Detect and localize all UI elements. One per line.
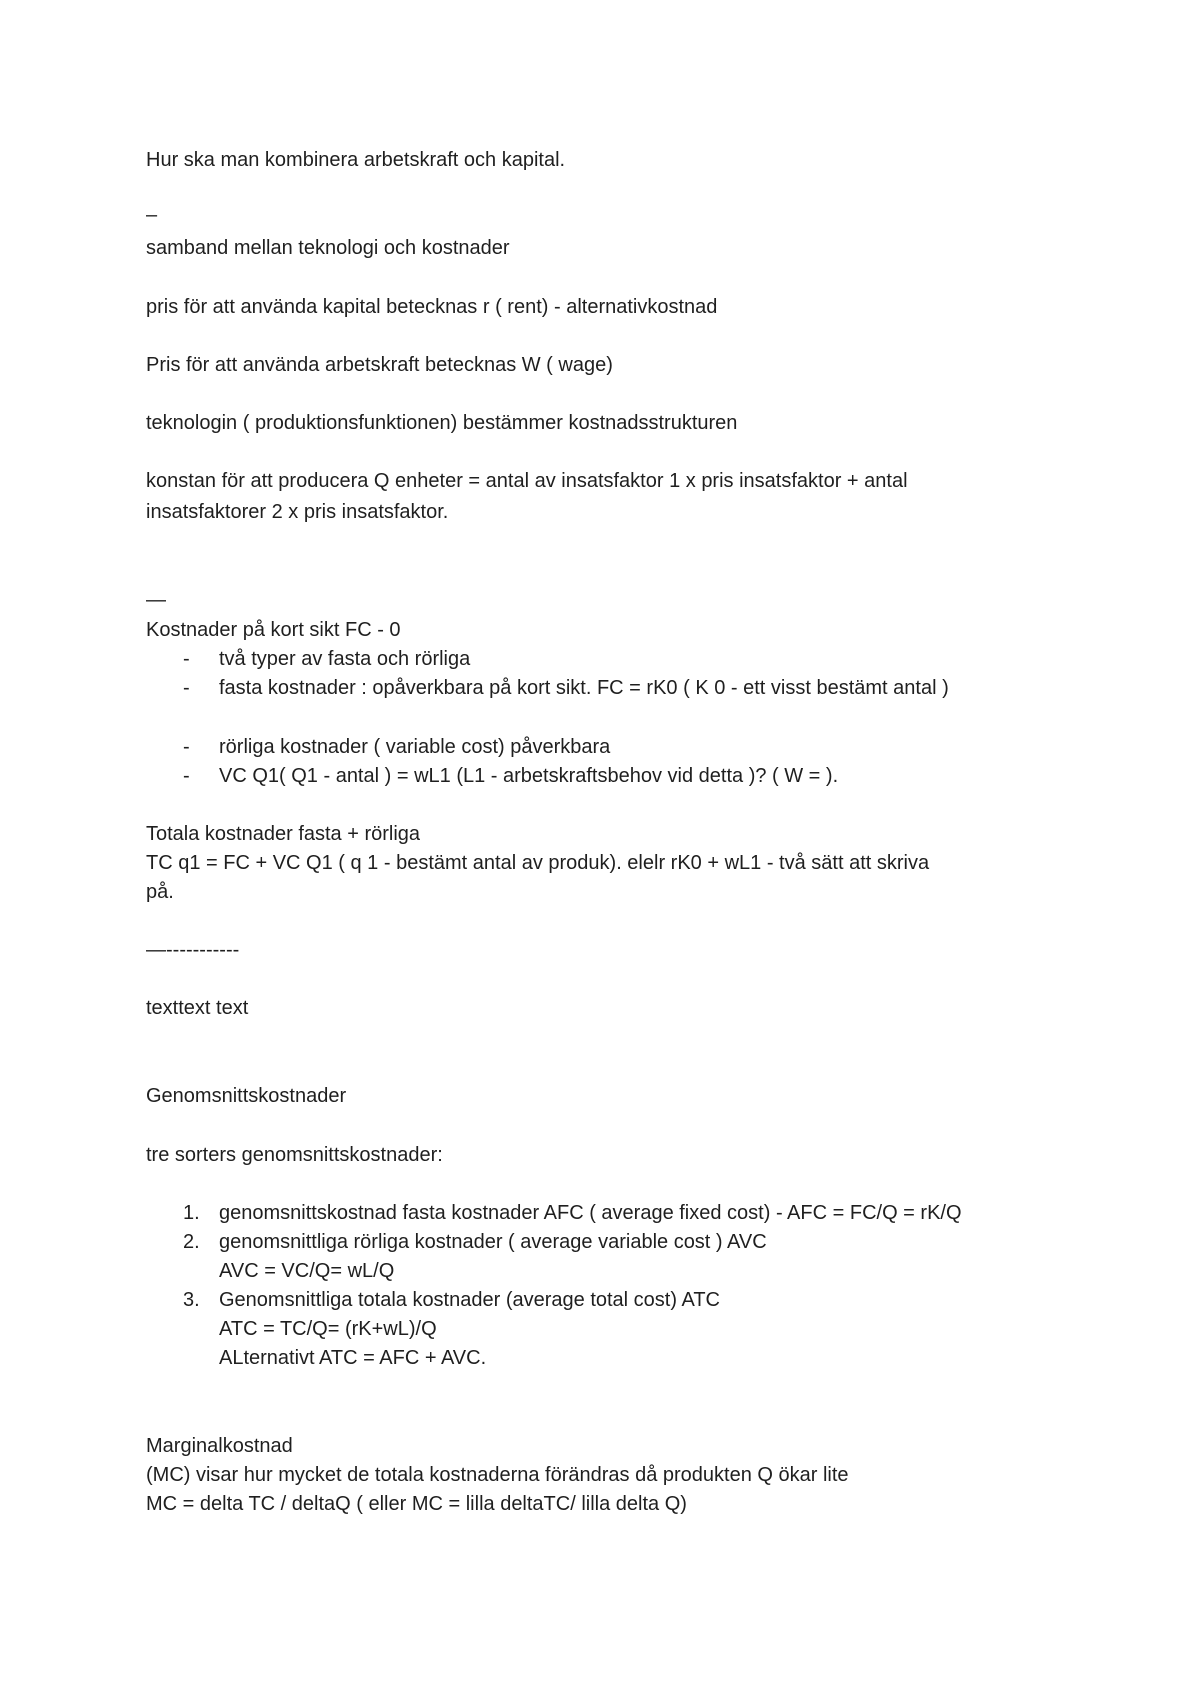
list-item-formula: ATC = TC/Q= (rK+wL)/Q <box>219 1318 437 1340</box>
paragraph-totala: Totala kostnader fasta + rörliga <box>146 823 421 845</box>
bullet-marker: - <box>183 648 190 670</box>
heading-kortsikt: Kostnader på kort sikt FC - 0 <box>146 619 401 641</box>
list-number: 3. <box>183 1289 200 1311</box>
list-number: 1. <box>183 1202 200 1224</box>
bullet-item: fasta kostnader : opåverkbara på kort sikt. FC = rK0 ( K 0 - ett visst bestämt antal ) <box>219 677 949 699</box>
paragraph-konstan-line1: konstan för att producera Q enheter = antal av insatsfaktor 1 x pris insatsfaktor + antal <box>146 470 908 492</box>
separator-emdash: — <box>146 589 166 611</box>
bullet-item: rörliga kostnader ( variable cost) påverkbara <box>219 736 611 758</box>
list-item-formula: AVC = VC/Q= wL/Q <box>219 1260 395 1282</box>
paragraph-mc-formula: MC = delta TC / deltaQ ( eller MC = lilla deltaTC/ lilla delta Q) <box>146 1493 687 1515</box>
heading-genomsnittskostnader: Genomsnittskostnader <box>146 1085 347 1107</box>
bullet-item: VC Q1( Q1 - antal ) = wL1 (L1 - arbetskraftsbehov vid detta )? ( W = ). <box>219 765 839 787</box>
bullet-marker: - <box>183 736 190 758</box>
paragraph-arbetskraft-pris: Pris för att använda arbetskraft betecknas W ( wage) <box>146 354 613 376</box>
paragraph-texttext: texttext text <box>146 997 249 1019</box>
paragraph-samband: samband mellan teknologi och kostnader <box>146 237 510 259</box>
bullet-marker: - <box>183 765 190 787</box>
list-item: Genomsnittliga totala kostnader (average total cost) ATC <box>219 1289 720 1311</box>
list-item: genomsnittliga rörliga kostnader ( average variable cost ) AVC <box>219 1231 767 1253</box>
heading-marginalkostnad: Marginalkostnad <box>146 1435 293 1457</box>
list-number: 2. <box>183 1231 200 1253</box>
bullet-item: två typer av fasta och rörliga <box>219 648 471 670</box>
paragraph-tre-sorter: tre sorters genomsnittskostnader: <box>146 1144 443 1166</box>
paragraph-tc-line1: TC q1 = FC + VC Q1 ( q 1 - bestämt antal av produk). elelr rK0 + wL1 - två sätt att skriva <box>146 852 930 874</box>
paragraph-tc-line2: på. <box>146 881 174 903</box>
paragraph-kapital-pris: pris för att använda kapital betecknas r ( rent) - alternativkostnad <box>146 296 718 318</box>
bullet-marker: - <box>183 677 190 699</box>
list-item: genomsnittskostnad fasta kostnader AFC ( average fixed cost) - AFC = FC/Q = rK/Q <box>219 1202 962 1224</box>
paragraph-konstan-line2: insatsfaktorer 2 x pris insatsfaktor. <box>146 501 449 523</box>
separator-dashes: —----------- <box>146 939 240 961</box>
paragraph-teknologin: teknologin ( produktionsfunktionen) bestämmer kostnadsstrukturen <box>146 412 738 434</box>
separator-dash: – <box>146 204 158 226</box>
paragraph-intro: Hur ska man kombinera arbetskraft och kapital. <box>146 149 566 171</box>
paragraph-mc-definition: (MC) visar hur mycket de totala kostnaderna förändras då produkten Q ökar lite <box>146 1464 849 1486</box>
list-item-formula: ALternativt ATC = AFC + AVC. <box>219 1347 487 1369</box>
